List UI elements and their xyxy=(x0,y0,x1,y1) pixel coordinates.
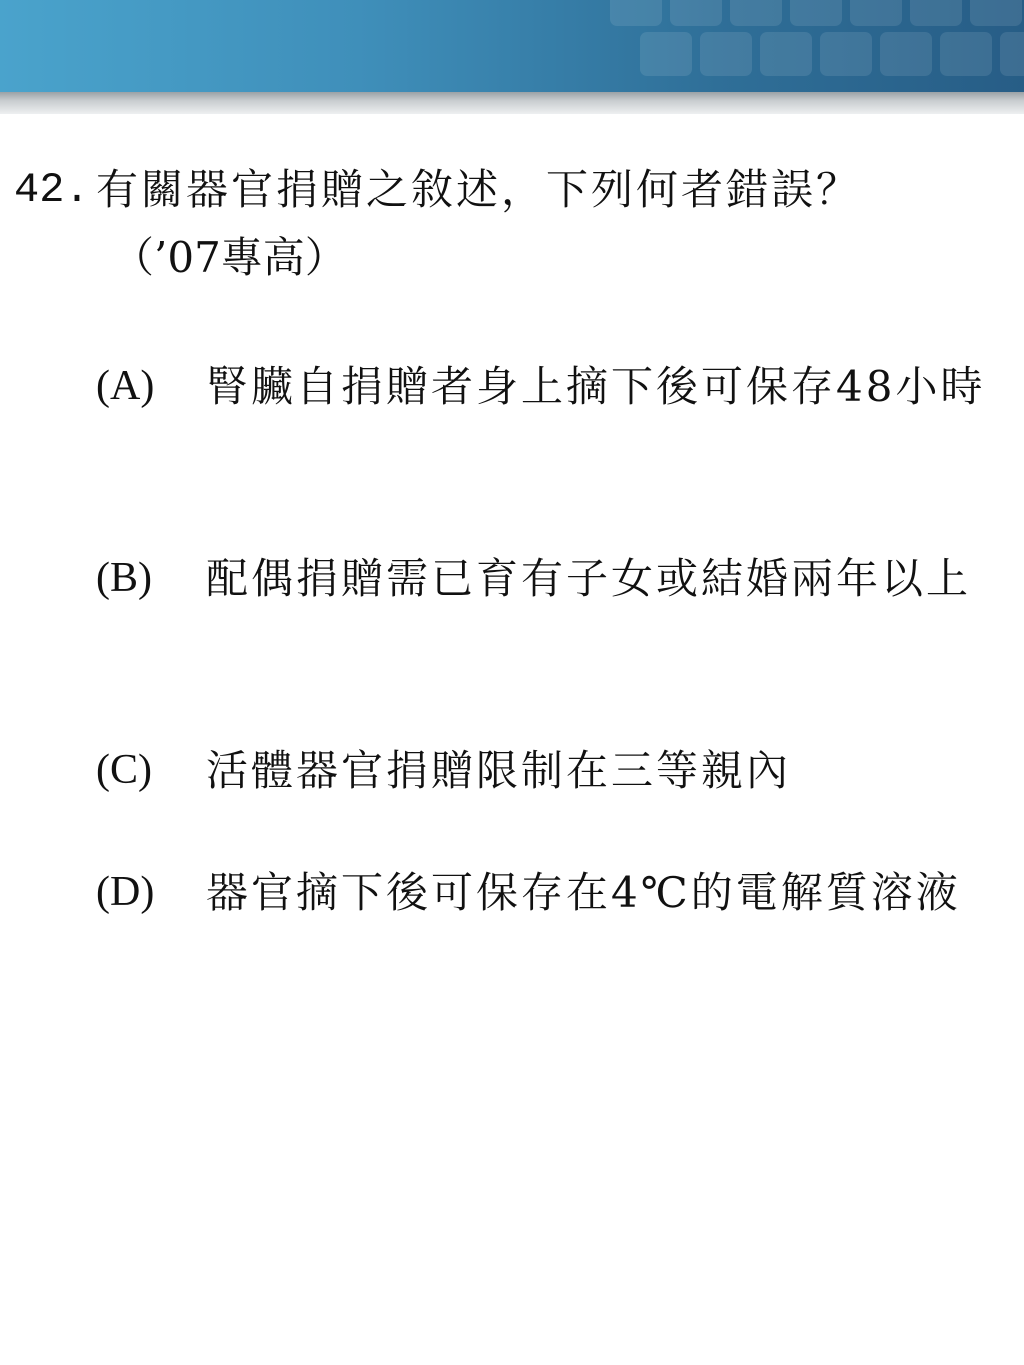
header-tile xyxy=(700,32,752,76)
question-text: 有關器官捐贈之敘述，下列何者錯誤？ xyxy=(96,165,862,214)
option-a-text: 腎臟自捐贈者身上摘下後可保存48小時 xyxy=(206,362,986,411)
header-tile xyxy=(820,32,872,76)
option-d-label: (D) xyxy=(96,869,155,915)
header-band xyxy=(0,0,1024,92)
header-tile xyxy=(1000,32,1024,76)
option-a-label: (A) xyxy=(96,363,155,409)
option-b-text: 配偶捐贈需已育有子女或結婚兩年以上 xyxy=(206,554,972,603)
question-number: 42. xyxy=(14,166,90,214)
header-tile xyxy=(940,32,992,76)
option-c-text: 活體器官捐贈限制在三等親內 xyxy=(206,746,792,795)
option-b-label: (B) xyxy=(96,555,152,601)
header-tile xyxy=(880,32,932,76)
header-tile xyxy=(610,0,662,26)
header-tile xyxy=(760,32,812,76)
header-shadow xyxy=(0,92,1024,114)
option-c-label: (C) xyxy=(96,747,152,793)
question-source: （’07專高） xyxy=(112,233,347,282)
option-d-text: 器官摘下後可保存在4℃的電解質溶液 xyxy=(206,868,961,917)
header-tile xyxy=(790,0,842,26)
header-tile xyxy=(730,0,782,26)
header-tile xyxy=(670,0,722,26)
header-tile xyxy=(640,32,692,76)
header-tile xyxy=(910,0,962,26)
header-tile xyxy=(850,0,902,26)
header-tile xyxy=(970,0,1022,26)
